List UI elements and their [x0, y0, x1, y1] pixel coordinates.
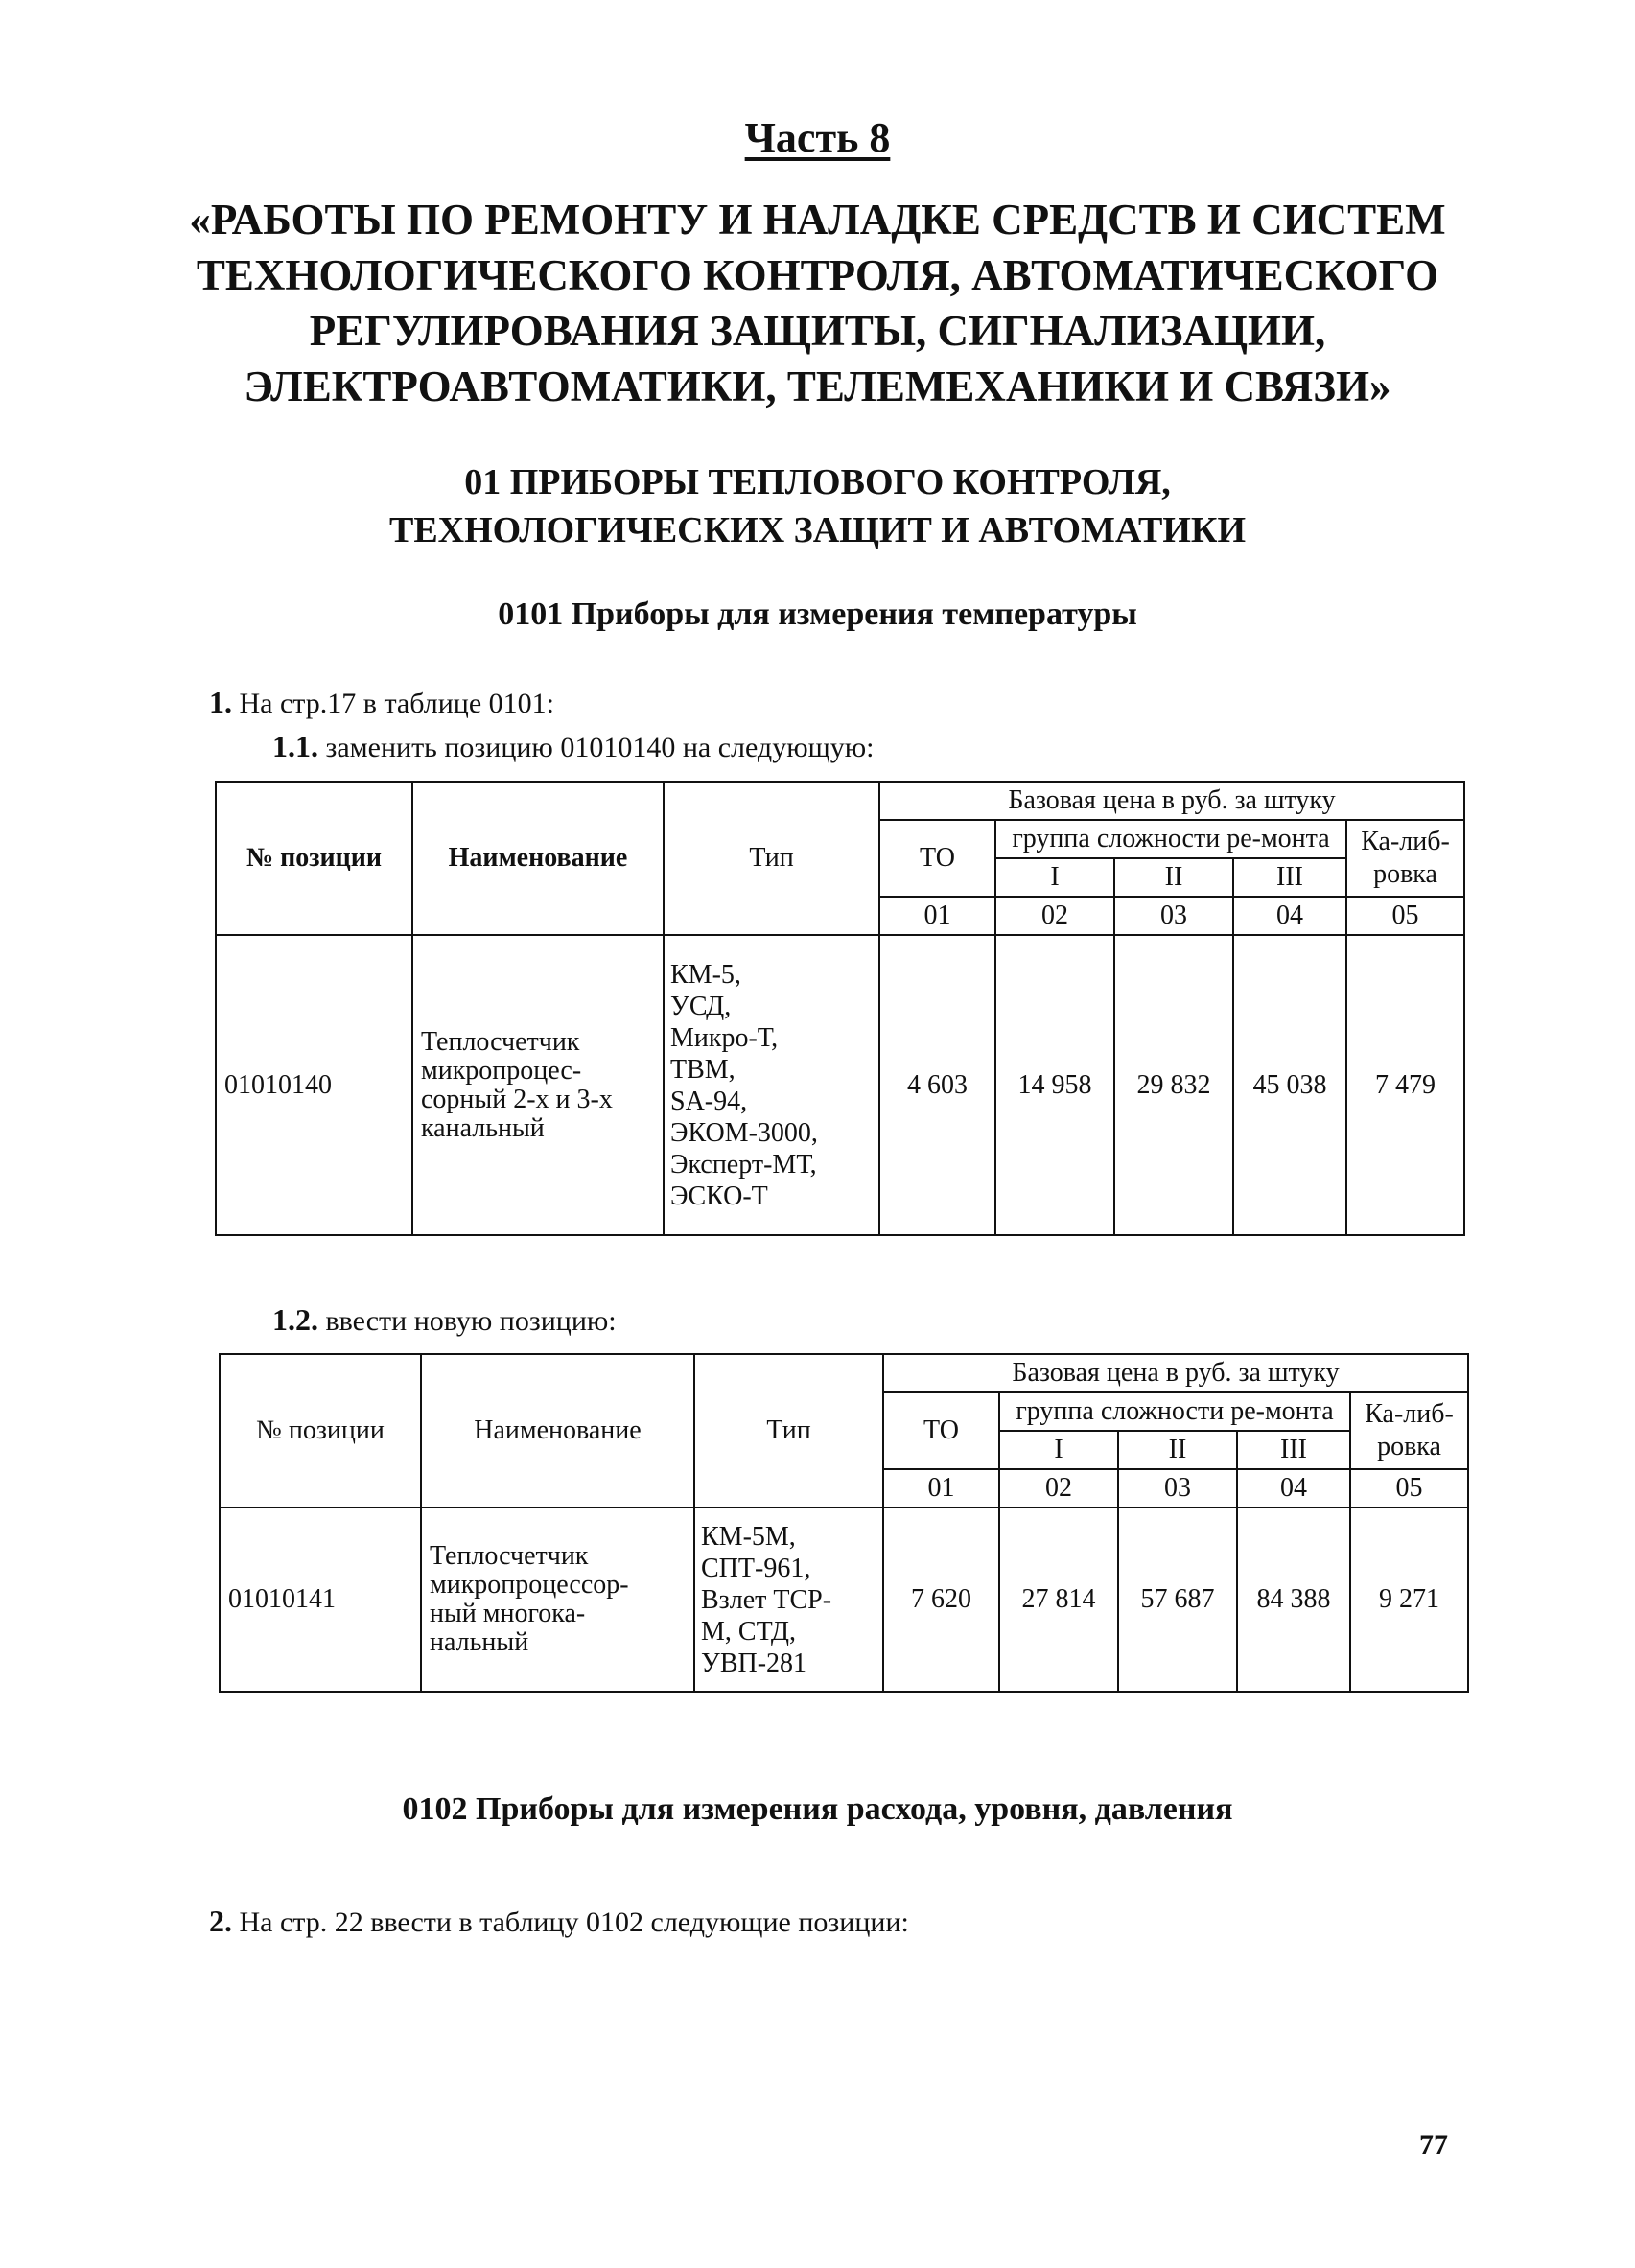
header-group-I: I [999, 1431, 1118, 1469]
page-number: 77 [1419, 2129, 1448, 2161]
item-number: 1. [209, 685, 232, 719]
cell-calibration: 7 479 [1346, 935, 1464, 1235]
cell-name [421, 1508, 694, 1692]
header-group-III: III [1233, 858, 1346, 897]
section-title [0, 458, 1635, 554]
name-line: нальный [430, 1627, 529, 1657]
item-1-1 [272, 729, 874, 764]
header-code-01: 01 [879, 897, 995, 935]
main-title-line: ЭЛЕКТРОАВТОМАТИКИ, ТЕЛЕМЕХАНИКИ И СВЯЗИ» [244, 362, 1391, 410]
item-number: 2. [209, 1904, 232, 1938]
item-text: ввести новую позицию: [325, 1305, 617, 1337]
header-code-05: 05 [1350, 1469, 1468, 1508]
type-line: SA-94, [670, 1086, 748, 1116]
header-code-05: 05 [1346, 897, 1464, 935]
price-table-01010140 [215, 781, 1465, 1236]
part-title: Часть 8 [744, 114, 891, 161]
cell-calibration: 9 271 [1350, 1508, 1468, 1692]
cell-group-II: 57 687 [1118, 1508, 1237, 1692]
cell-group-II: 29 832 [1114, 935, 1233, 1235]
item-2 [209, 1904, 909, 1939]
name-line: сорный 2-х и 3-х [421, 1084, 613, 1114]
type-line: УСД, [670, 991, 732, 1021]
cell-group-I: 14 958 [995, 935, 1114, 1235]
header-position: № позиции [220, 1354, 421, 1508]
name-line: микропроцес- [421, 1055, 582, 1086]
subsection-title-0102: 0102 Приборы для измерения расхода, уровня, давления [402, 1791, 1233, 1827]
name-line: Теплосчетчик [430, 1541, 589, 1571]
cell-name [412, 935, 664, 1235]
header-code-03: 03 [1118, 1469, 1237, 1508]
cell-group-III: 84 388 [1237, 1508, 1350, 1692]
header-name: Наименование [421, 1354, 694, 1508]
header-to: ТО [879, 820, 995, 897]
name-line: ный многока- [430, 1599, 586, 1628]
header-group-II: II [1118, 1431, 1237, 1469]
type-line: ТВМ, [670, 1054, 736, 1085]
header-to: ТО [883, 1392, 999, 1469]
header-calibration: Ка-либ-ровка [1346, 820, 1464, 897]
type-line: ЭКОМ-3000, [670, 1117, 818, 1148]
type-line: СПТ-961, [701, 1553, 811, 1583]
header-code-02: 02 [995, 897, 1114, 935]
main-title-line: ТЕХНОЛОГИЧЕСКОГО КОНТРОЛЯ, АВТОМАТИЧЕСКОГО [196, 251, 1439, 299]
header-repair-group: группа сложности ре-монта [995, 820, 1346, 858]
item-1 [209, 685, 554, 720]
cell-type [664, 935, 879, 1235]
header-repair-group: группа сложности ре-монта [999, 1392, 1350, 1431]
item-text: заменить позицию 01010140 на следующую: [325, 732, 875, 763]
header-base-price: Базовая цена в руб. за штуку [883, 1354, 1468, 1392]
type-line: Эксперт-МТ, [670, 1149, 817, 1180]
header-type: Тип [664, 782, 879, 935]
header-base-price: Базовая цена в руб. за штуку [879, 782, 1464, 820]
header-code-01: 01 [883, 1469, 999, 1508]
header-code-03: 03 [1114, 897, 1233, 935]
header-name: Наименование [412, 782, 664, 935]
type-line: Микро-Т, [670, 1022, 779, 1053]
name-line: микропроцессор- [430, 1570, 629, 1600]
header-group-III: III [1237, 1431, 1350, 1469]
type-line: КМ-5М, [701, 1521, 796, 1552]
main-title-line: РЕГУЛИРОВАНИЯ ЗАЩИТЫ, СИГНАЛИЗАЦИИ, [309, 307, 1326, 355]
item-number: 1.2. [272, 1302, 318, 1337]
cell-to: 4 603 [879, 935, 995, 1235]
main-title [0, 192, 1635, 414]
header-type: Тип [694, 1354, 883, 1508]
subsection-title-0101: 0101 Приборы для измерения температуры [498, 596, 1137, 632]
section-title-line: 01 ПРИБОРЫ ТЕПЛОВОГО КОНТРОЛЯ, [464, 462, 1171, 503]
item-number: 1.1. [272, 729, 318, 763]
header-calibration: Ка-либ-ровка [1350, 1392, 1468, 1469]
item-text: На стр.17 в таблице 0101: [239, 688, 554, 719]
name-line: канальный [421, 1112, 545, 1143]
type-line: ЭСКО-Т [670, 1181, 768, 1211]
cell-to: 7 620 [883, 1508, 999, 1692]
type-line: УВП-281 [701, 1648, 807, 1678]
header-code-04: 04 [1233, 897, 1346, 935]
type-line: КМ-5, [670, 959, 741, 990]
table-row [216, 935, 1464, 1235]
table-row [220, 1508, 1468, 1692]
header-code-04: 04 [1237, 1469, 1350, 1508]
price-table-01010141 [219, 1353, 1469, 1693]
header-position: № позиции [216, 782, 412, 935]
type-line: Взлет ТСР- [701, 1584, 832, 1615]
cell-position: 01010140 [216, 935, 412, 1235]
cell-group-I: 27 814 [999, 1508, 1118, 1692]
header-code-02: 02 [999, 1469, 1118, 1508]
main-title-line: «РАБОТЫ ПО РЕМОНТУ И НАЛАДКЕ СРЕДСТВ И СИСТЕМ [189, 196, 1446, 244]
cell-position: 01010141 [220, 1508, 421, 1692]
name-line: Теплосчетчик [421, 1026, 580, 1057]
section-title-line: ТЕХНОЛОГИЧЕСКИХ ЗАЩИТ И АВТОМАТИКИ [388, 510, 1247, 550]
header-group-I: I [995, 858, 1114, 897]
item-text: На стр. 22 ввести в таблицу 0102 следующие позиции: [239, 1906, 909, 1938]
type-line: М, СТД, [701, 1616, 797, 1647]
header-group-II: II [1114, 858, 1233, 897]
cell-type [694, 1508, 883, 1692]
cell-group-III: 45 038 [1233, 935, 1346, 1235]
item-1-2 [272, 1302, 617, 1338]
